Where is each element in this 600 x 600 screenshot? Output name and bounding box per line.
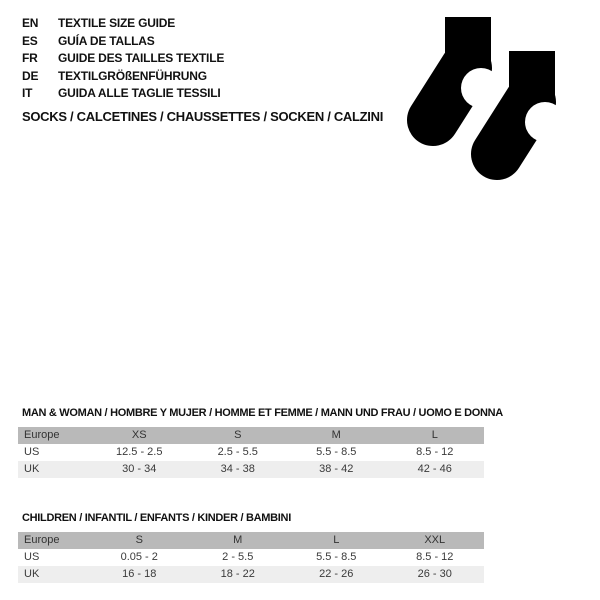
header-cell-size: S: [135, 534, 143, 546]
table-cell: 2 - 5.5: [222, 551, 254, 563]
header-cell-size: XS: [131, 429, 147, 441]
table-header-row: [18, 532, 484, 549]
language-label: TEXTILGRÖßENFÜHRUNG: [58, 68, 207, 83]
language-label: GUÍA DE TALLAS: [58, 33, 155, 48]
man-woman-table-title: MAN & WOMAN / HOMBRE Y MUJER / HOMME ET FEMME / MANN UND FRAU / UOMO E DONNA: [22, 407, 503, 419]
table-cell: 2.5 - 5.5: [217, 446, 258, 458]
header-cell-size: L: [333, 534, 340, 546]
children-size-table: [18, 532, 484, 583]
row-label: UK: [24, 463, 40, 475]
table-cell: 34 - 38: [220, 463, 255, 475]
language-label: TEXTILE SIZE GUIDE: [58, 16, 176, 30]
language-code: FR: [22, 51, 38, 65]
language-code: ES: [22, 33, 38, 48]
language-code: IT: [22, 86, 33, 100]
table-cell: 16 - 18: [122, 568, 157, 580]
sock-shape: [497, 51, 565, 154]
header-cell-size: M: [331, 429, 341, 441]
table-row-uk: [18, 461, 484, 478]
language-label: GUIDA ALLE TAGLIE TESSILI: [58, 86, 221, 100]
table-cell: 0.05 - 2: [120, 551, 158, 563]
table-header-row: [18, 427, 484, 444]
header-cell-region: Europe: [24, 534, 60, 546]
table-row-uk: [18, 566, 484, 583]
language-row: [22, 33, 224, 51]
row-label: US: [24, 446, 40, 458]
table-cell: 8.5 - 12: [416, 551, 454, 563]
table-cell: 18 - 22: [220, 568, 255, 580]
language-row: [22, 85, 224, 103]
language-row: [22, 50, 224, 68]
row-label: UK: [24, 568, 40, 580]
table-cell: 38 - 42: [319, 463, 354, 475]
header-cell-size: S: [234, 429, 242, 441]
table-cell: 26 - 30: [417, 568, 452, 580]
language-label: GUIDE DES TAILLES TEXTILE: [58, 51, 225, 65]
table-cell: 30 - 34: [122, 463, 157, 475]
table-cell: 5.5 - 8.5: [316, 551, 357, 563]
row-label: US: [24, 551, 40, 563]
sock-shape: [433, 17, 501, 120]
table-row-us: [18, 549, 484, 566]
language-row: [22, 15, 224, 33]
header-cell-region: Europe: [24, 429, 60, 441]
table-cell: 42 - 46: [417, 463, 452, 475]
man-woman-size-table: [18, 427, 484, 478]
header-cell-size: M: [233, 534, 243, 546]
socks-icon: [400, 0, 600, 200]
table-cell: 8.5 - 12: [416, 446, 454, 458]
table-cell: 22 - 26: [319, 568, 354, 580]
header-cell-size: L: [431, 429, 438, 441]
language-code: DE: [22, 68, 39, 83]
language-code: EN: [22, 16, 39, 30]
children-table-title: CHILDREN / INFANTIL / ENFANTS / KINDER / BAMBINI: [22, 512, 291, 524]
category-title: SOCKS / CALCETINES / CHAUSSETTES / SOCKEN / CALZINI: [22, 109, 384, 124]
table-cell: 12.5 - 2.5: [116, 446, 163, 458]
language-row: [22, 68, 224, 86]
table-cell: 5.5 - 8.5: [316, 446, 357, 458]
table-row-us: [18, 444, 484, 461]
language-legend: [22, 15, 224, 103]
header-cell-size: XXL: [424, 534, 446, 546]
